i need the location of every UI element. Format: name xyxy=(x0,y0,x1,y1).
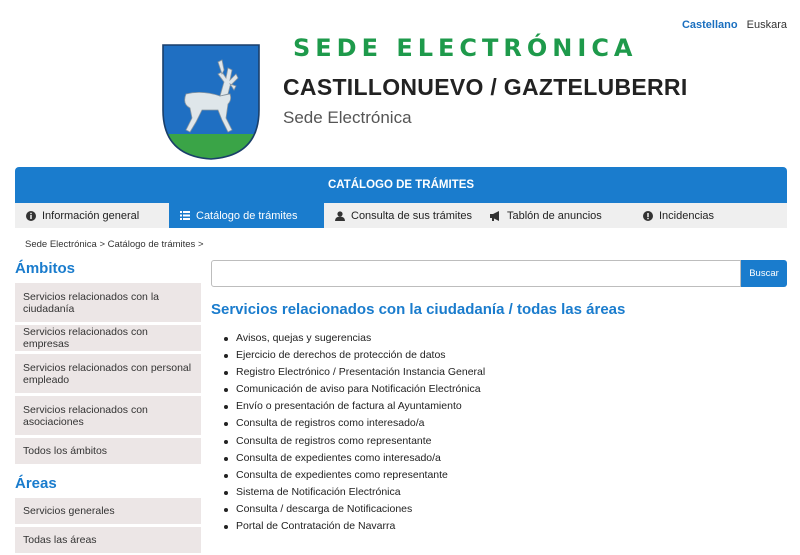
breadcrumb: Sede Electrónica > Catálogo de trámites > xyxy=(25,239,204,250)
service-item[interactable]: Registro Electrónico / Presentación Instancia General xyxy=(222,364,485,381)
service-item[interactable]: Consulta de expedientes como representante xyxy=(222,467,485,484)
user-icon xyxy=(335,211,345,221)
lang-euskara-link[interactable]: Euskara xyxy=(746,19,787,31)
service-item[interactable]: Consulta de registros como representante xyxy=(222,433,485,450)
nav-consulta-de-sus-tramites[interactable] xyxy=(324,203,479,228)
megaphone-icon xyxy=(490,211,501,221)
nav-label: Catálogo de trámites xyxy=(196,209,298,222)
brand-title: SEDE ELECTRÓNICA xyxy=(293,34,638,62)
sidebar-item-servicios-generales[interactable]: Servicios generales xyxy=(15,498,201,524)
service-item[interactable]: Avisos, quejas y sugerencias xyxy=(222,330,485,347)
service-list xyxy=(222,330,485,535)
service-item[interactable]: Consulta de expedientes como interesado/a xyxy=(222,450,485,467)
coat-of-arms-logo xyxy=(162,44,260,160)
service-item[interactable]: Portal de Contratación de Navarra xyxy=(222,518,485,535)
catalog-banner: CATÁLOGO DE TRÁMITES xyxy=(15,167,787,203)
main-navigation xyxy=(15,203,787,228)
nav-incidencias[interactable] xyxy=(632,203,787,228)
nav-label: Consulta de sus trámites xyxy=(351,209,473,222)
sidebar-item-ciudadania[interactable]: Servicios relacionados con la ciudadanía xyxy=(15,283,201,322)
nav-label: Información general xyxy=(42,209,140,222)
section-title: Servicios relacionados con la ciudadanía / todas las áreas xyxy=(211,301,626,318)
ambitos-heading: Ámbitos xyxy=(15,260,75,277)
service-item[interactable]: Ejercicio de derechos de protección de datos xyxy=(222,347,485,364)
service-item[interactable]: Consulta de registros como interesado/a xyxy=(222,415,485,432)
site-subtitle: Sede Electrónica xyxy=(283,108,412,127)
alert-icon xyxy=(643,211,653,221)
nav-label: Tablón de anuncios xyxy=(507,209,602,222)
municipality-title: CASTILLONUEVO / GAZTELUBERRI xyxy=(283,74,688,100)
sidebar-item-todas-las-areas[interactable]: Todas las áreas xyxy=(15,527,201,553)
nav-label: Incidencias xyxy=(659,209,715,222)
search-input[interactable] xyxy=(211,260,741,287)
sidebar-item-empresas[interactable]: Servicios relacionados con empresas xyxy=(15,325,201,351)
service-item[interactable]: Envío o presentación de factura al Ayuntamiento xyxy=(222,398,485,415)
areas-heading: Áreas xyxy=(15,475,57,492)
sidebar-item-asociaciones[interactable]: Servicios relacionados con asociaciones xyxy=(15,396,201,435)
search-button[interactable]: Buscar xyxy=(741,260,787,287)
language-switcher xyxy=(676,19,787,31)
info-icon xyxy=(26,211,36,221)
lang-castellano-link[interactable]: Castellano xyxy=(681,19,738,31)
service-item[interactable]: Comunicación de aviso para Notificación Electrónica xyxy=(222,381,485,398)
list-icon xyxy=(180,211,190,220)
service-item[interactable]: Consulta / descarga de Notificaciones xyxy=(222,501,485,518)
sidebar-item-todos-los-ambitos[interactable]: Todos los ámbitos xyxy=(15,438,201,464)
sidebar-item-personal-empleado[interactable]: Servicios relacionados con personal empleado xyxy=(15,354,201,393)
nav-catalogo-de-tramites[interactable] xyxy=(169,203,324,228)
nav-informacion-general[interactable] xyxy=(15,203,169,228)
nav-tablon-de-anuncios[interactable] xyxy=(479,203,632,228)
service-item[interactable]: Sistema de Notificación Electrónica xyxy=(222,484,485,501)
